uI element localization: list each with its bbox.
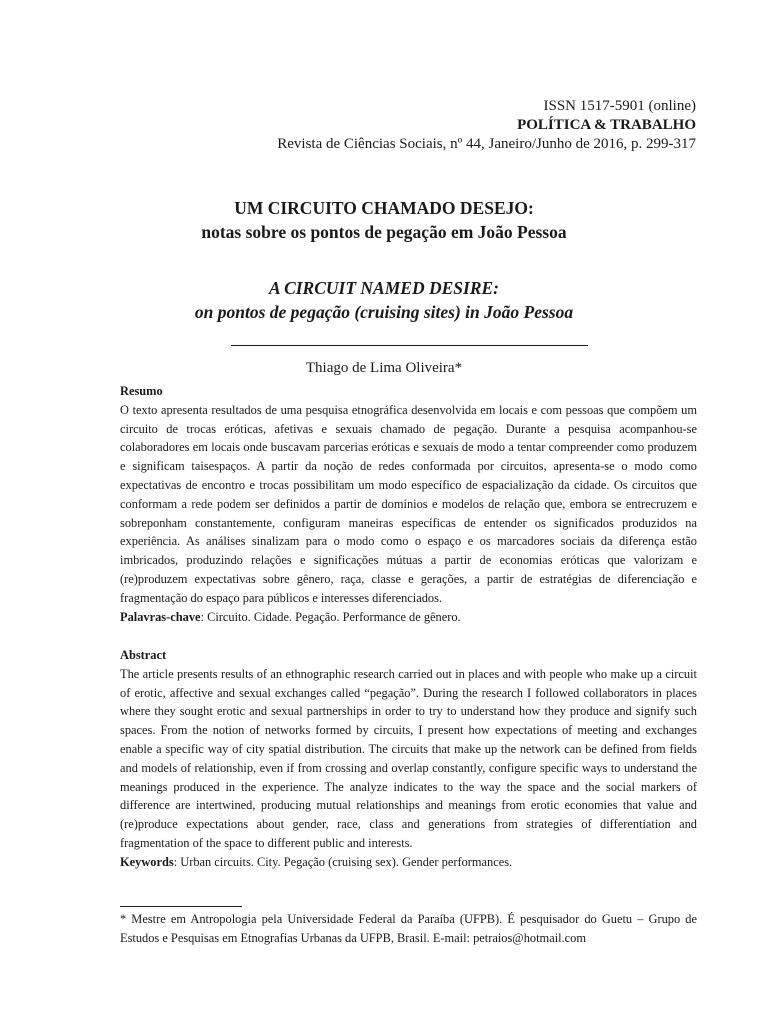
journal-name: POLÍTICA & TRABALHO xyxy=(517,117,696,133)
abstract-heading: Abstract xyxy=(120,648,167,662)
title-en-line1: A CIRCUIT NAMED DESIRE: xyxy=(268,278,499,298)
title-pt-line1: UM CIRCUITO CHAMADO DESEJO: xyxy=(234,198,534,218)
footnote: * Mestre em Antropologia pela Universidade Federal da Paraíba (UFPB). É pesquisador do Guetu – Grupo de Estudos e Pesquisas em Etnografias Urbanas da UFPB, Brasil. E-mail: petraios@hotmail.com xyxy=(120,912,697,945)
footnote-divider xyxy=(120,906,242,907)
abstract-section xyxy=(120,646,697,872)
resumo-text: O texto apresenta resultados de uma pesquisa etnográfica desenvolvida em locais e com pessoas que compõem um circuito de trocas eróticas, afetivas e sexuais chamado de pegação. Durante a pesquisa acompanhou-se colaboradores em locais onde buscavam parcerias eróticas e sexuais de modo a tentar compreender como produzem e significam taisespaços. A partir da noção de redes conformada por circuitos, apresenta-se o modo como expectativas de encontro e trocas possibilitam um modo específico de espacialização da cidade. Os circuitos que conformam a rede podem ser definidos a partir de domínios e modelos de relação que, embora se entrecruzem e sobreponham constantemente, configuram maneiras específicas de entender os significados produzidos na experiência. As análises sinalizam para o modo como o espaço e os marcadores sociais da diferença estão imbricados, produzindo relações e significações mútuas a partir de economias eróticas que valorizam e (re)produzem expectativas sobre gênero, raça, classe e gerações, a partir de estratégias de diferenciação e fragmentação do espaço para públicos e interesses diferenciados. xyxy=(120,402,697,605)
resumo-keywords-label: Palavras-chave xyxy=(120,609,201,624)
resumo-keywords xyxy=(120,608,697,627)
abstract-keywords-label: Keywords xyxy=(120,854,174,869)
journal-header xyxy=(277,97,696,154)
resumo-heading: Resumo xyxy=(120,384,163,398)
resumo-keywords-list: : Circuito. Cidade. Pegação. Performance de gênero. xyxy=(200,609,461,624)
title-english xyxy=(0,276,768,324)
title-en-line2: on pontos de pegação (cruising sites) in João Pessoa xyxy=(194,302,574,322)
abstract-keywords xyxy=(120,853,697,872)
title-portuguese xyxy=(0,196,768,244)
resumo-section xyxy=(120,382,697,626)
abstract-keywords-list: : Urban circuits. City. Pegação (cruising sex). Gender performances. xyxy=(173,854,513,869)
citation-line: Revista de Ciências Sociais, nº 44, Janeiro/Junho de 2016, p. 299-317 xyxy=(277,136,696,152)
issn-line: ISSN 1517-5901 (online) xyxy=(543,98,696,114)
abstract-text: The article presents results of an ethnographic research carried out in places and with people who make up a circuit of erotic, affective and sexual exchanges called “pegação”. During the research I followed collaborators in places where they sought erotic and sexual partnerships in order to try to understand how they produce and signify such spaces. From the notion of networks formed by circuits, I present how expectations of meeting and exchanges enable a specific way of city spatial distribution. The circuits that make up the network can be defined from fields and models of relationship, even if from crossing and overlap constantly, configure specific ways to understand the meanings produced in the experience. The analyze indicates to the way the space and the social markers of difference are intertwined, producing mutual relationships and meanings from erotic economies that value and (re)produce expectations about gender, race, class and generations from strategies of differentiation and fragmentation of the space to different public and interests. xyxy=(120,666,697,850)
title-pt-line2: notas sobre os pontos de pegação em João Pessoa xyxy=(201,222,567,242)
title-divider xyxy=(231,345,588,346)
author-name: Thiago de Lima Oliveira* xyxy=(305,360,463,376)
